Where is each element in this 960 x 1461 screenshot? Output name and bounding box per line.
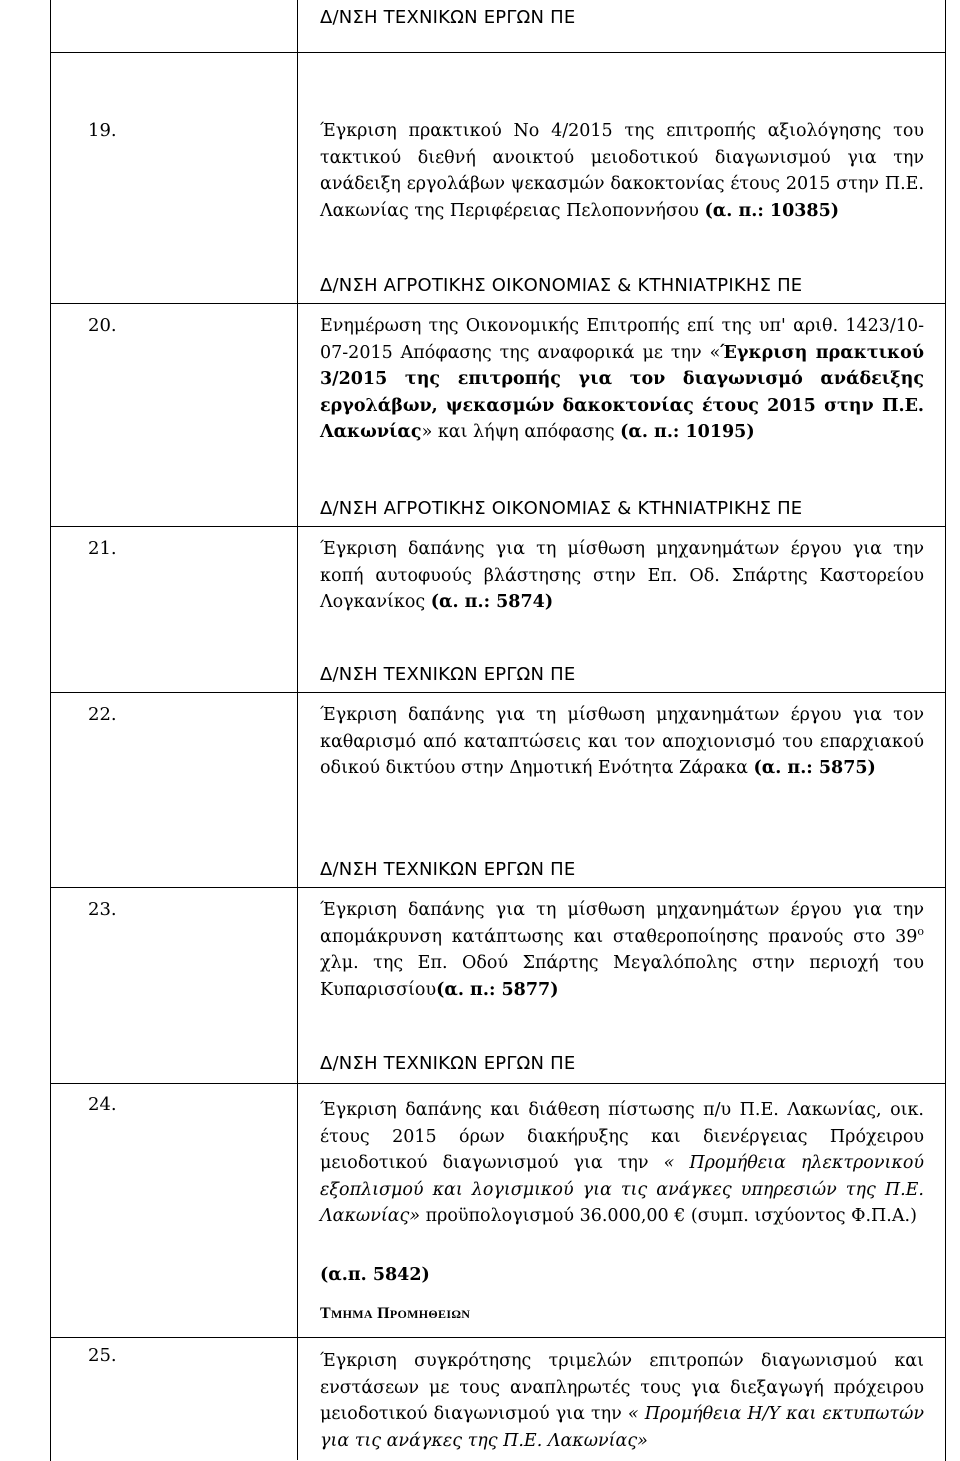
department-label: Δ/ΝΣΗ ΤΕΧΝΙΚΩΝ ΕΡΓΩΝ ΠΕ (320, 1053, 576, 1074)
protocol-ref: (α. π.: 5875) (753, 758, 876, 778)
item-text: Έγκριση δαπάνης για τη μίσθωση μηχανημάτων έργου για την κοπή αυτοφυούς βλάστησης στην Επ. Οδ. Σπάρτης Καστορείου Λογκανίκος (α. π.: 5874) (320, 539, 924, 612)
department-label: Δ/ΝΣΗ ΤΕΧΝΙΚΩΝ ΕΡΓΩΝ ΠΕ (320, 859, 576, 880)
department-label: Δ/ΝΣΗ ΑΓΡΟΤΙΚΗΣ ΟΙΚΟΝΟΜΙΑΣ & ΚΤΗΝΙΑΤΡΙΚΗΣ ΠΕ (320, 275, 803, 296)
item-number: 21. (88, 538, 117, 559)
department-label: Δ/ΝΣΗ ΤΕΧΝΙΚΩΝ ΕΡΓΩΝ ΠΕ (320, 7, 576, 28)
row-divider (50, 887, 946, 888)
row-divider (50, 1083, 946, 1084)
item-text: Έγκριση δαπάνης και διάθεση πίστωσης π/υ Π.Ε. Λακωνίας, οικ. έτους 2015 όρων διακήρυξης και διενέργειας Πρόχειρου μειοδοτικού διαγωνισμού για την « Προμήθεια ηλεκτρονικού εξοπλισμού και λογισμικού για τις ανάγκες υπηρεσιών της Π.Ε. Λακωνίας» προϋπολογισμού 36.000,00 € (συμπ. ισχύοντος Φ.Π.Α.) (320, 1100, 924, 1226)
department-label: Δ/ΝΣΗ ΤΕΧΝΙΚΩΝ ΕΡΓΩΝ ΠΕ (320, 664, 576, 685)
item-text: Έγκριση δαπάνης για τη μίσθωση μηχανημάτων έργου για τον καθαρισμό από καταπτώσεις και τον αποχιονισμό του επαρχιακού οδικού δικτύου στην Δημοτική Ενότητα Ζάρακα (α. π.: 5875) (320, 705, 924, 778)
column-divider (297, 0, 298, 1460)
item-text: Έγκριση συγκρότησης τριμελών επιτροπών διαγωνισμού και ενστάσεων με τους αναπληρωτές τους για διεξαγωγή πρόχειρου μειοδοτικού διαγωνισμού για την « Προμήθεια Η/Υ και εκτυπωτών για τις ανάγκες της Π.Ε. Λακωνίας» (320, 1351, 924, 1451)
protocol-ref: (α. π.: 5874) (430, 592, 554, 612)
item-text: Έγκριση δαπάνης για τη μίσθωση μηχανημάτων έργου για την απομάκρυνση κατάπτωσης και σταθεροποίησης πρανούς στο $39^o$ χλμ. της Επ. Οδού Σπάρτης Μεγαλόπολης στην περιοχή του Κυπαρισσίου(α. π.: 5877) (320, 900, 924, 1000)
item-number: 19. (88, 120, 117, 141)
protocol-ref: (α.π. 5842) (320, 1265, 430, 1285)
item-number: 22. (88, 704, 117, 725)
protocol-ref: (α. π.: 10195) (620, 422, 755, 442)
row-divider (50, 1337, 946, 1338)
item-text: Ενημέρωση της Οικονομικής Επιτροπής επί της υπ' αριθ. 1423/10-07-2015 Απόφασης της αναφορικά με την «Έγκριση πρακτικού 3/2015 της επιτροπής για τον διαγωνισμό ανάδειξης εργολάβων, ψεκασμών δακοκτονίας έτους 2015 στην Π.Ε. Λακωνίας» και λήψη απόφασης (α. π.: 10195) (320, 316, 924, 442)
row-divider (50, 303, 946, 304)
protocol-ref: (α. π.: 5877) (436, 979, 559, 1000)
protocol-ref: (α. π.: 10385) (704, 200, 840, 221)
item-number: 20. (88, 315, 117, 336)
row-divider (50, 692, 946, 693)
item-text: Έγκριση πρακτικού Νο 4/2015 της επιτροπής αξιολόγησης του τακτικού διεθνή ανοικτού μειοδοτικού διαγωνισμού για την ανάδειξη εργολάβων ψεκασμών δακοκτονίας έτους 2015 στην Π.Ε. Λακωνίας της Περιφέρειας Πελοποννήσου (α. π.: 10385) (320, 121, 924, 221)
item-number: 23. (88, 899, 117, 920)
item-number: 25. (88, 1345, 117, 1366)
department-label: Δ/ΝΣΗ ΑΓΡΟΤΙΚΗΣ ΟΙΚΟΝΟΜΙΑΣ & ΚΤΗΝΙΑΤΡΙΚΗΣ ΠΕ (320, 498, 803, 519)
department-label: ΤΜΗΜΑ ΠΡΟΜΗΘΕΙΩΝ (320, 1305, 471, 1322)
item-number: 24. (88, 1094, 117, 1115)
row-divider (50, 52, 946, 53)
row-divider (50, 526, 946, 527)
